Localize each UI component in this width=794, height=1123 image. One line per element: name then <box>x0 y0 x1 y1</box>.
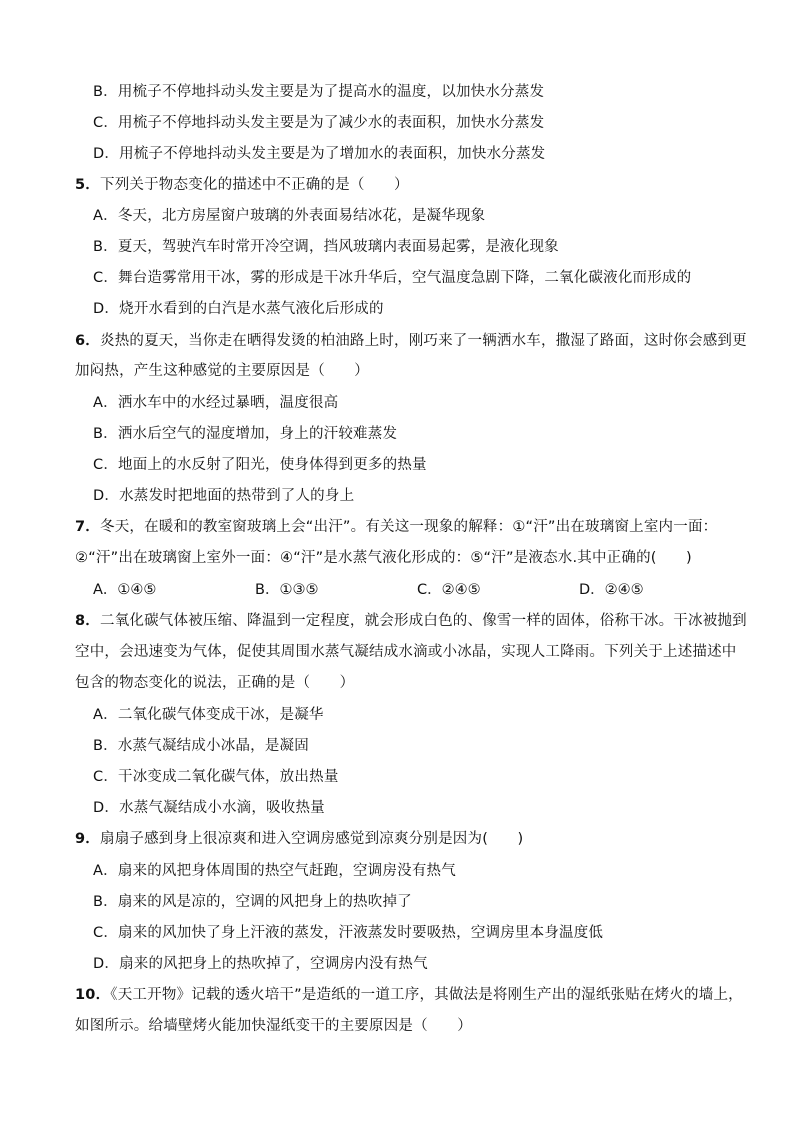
q7-option-c: C．②④⑤ <box>417 582 481 598</box>
question-9-stem: 扇扇子感到身上很凉爽和进入空调房感觉到凉爽分别是因为( ) <box>100 831 524 847</box>
q8-option-c: C．干冰变成二氧化碳气体，放出热量 <box>93 769 339 785</box>
question-6 <box>75 331 747 351</box>
q7-options-row <box>93 580 713 600</box>
q5-option-c: C．舞台造雾常用干冰，雾的形成是干冰升华后，空气温度急剧下降，二氧化碳液化而形成的 <box>93 270 692 286</box>
q5-option-a: A．冬天，北方房屋窗户玻璃的外表面易结冰花，是凝华现象 <box>93 208 486 224</box>
question-7-number: 7． <box>75 519 100 535</box>
q6-option-c: C．地面上的水反射了阳光，使身体得到更多的热量 <box>93 457 427 473</box>
q7-option-d: D．②④⑤ <box>579 582 644 598</box>
question-5 <box>75 175 409 195</box>
q9-option-b: B．扇来的风是凉的，空调的风把身上的热吹掉了 <box>93 894 412 910</box>
q5-option-d: D．烧开水看到的白汽是水蒸气液化后形成的 <box>93 301 384 317</box>
q4-option-c: C．用梳子不停地抖动头发主要是为了减少水的表面积，加快水分蒸发 <box>93 115 545 131</box>
q9-option-a: A．扇来的风把身体周围的热空气赶跑，空调房没有热气 <box>93 863 456 879</box>
q9-option-d: D．扇来的风把身上的热吹掉了，空调房内没有热气 <box>93 956 428 972</box>
question-10 <box>75 985 743 1005</box>
question-8-stem-line3: 包含的物态变化的说法，正确的是（ ） <box>75 675 355 691</box>
question-8 <box>75 611 747 631</box>
question-8-number: 8． <box>75 613 100 629</box>
question-6-stem-line1: 炎热的夏天，当你走在晒得发烫的柏油路上时，刚巧来了一辆洒水车，撒湿了路面，这时你会感到更 <box>100 333 747 349</box>
question-9-number: 9． <box>75 831 100 847</box>
question-7-stem-line2: ②“汗”出在玻璃窗上室外一面：④“汗”是水蒸气液化形成的：⑤“汗”是液态水.其中正确的( ) <box>75 550 692 566</box>
question-6-number: 6． <box>75 333 100 349</box>
q6-option-a: A．洒水车中的水经过暴晒，温度很高 <box>93 395 339 411</box>
q7-option-a: A．①④⑤ <box>93 582 157 598</box>
question-10-stem-line2: 如图所示。给墙壁烤火能加快湿纸变干的主要原因是（ ） <box>75 1018 472 1034</box>
question-5-number: 5． <box>75 177 100 193</box>
question-6-stem-line2: 加闷热，产生这种感觉的主要原因是（ ） <box>75 363 369 379</box>
question-8-stem-line2: 空中，会迅速变为气体，促使其周围水蒸气凝结成水滴或小冰晶，实现人工降雨。下列关于上述描述中 <box>75 644 737 660</box>
q6-option-d: D．水蒸发时把地面的热带到了人的身上 <box>93 488 355 504</box>
question-10-stem-line1: 《天工开物》记载的透火培干”是造纸的一道工序，其做法是将刚生产出的湿纸张贴在烤火的墙上， <box>110 987 743 1003</box>
q9-option-c: C．扇来的风加快了身上汗液的蒸发，汗液蒸发时要吸热，空调房里本身温度低 <box>93 925 604 941</box>
question-8-stem-line1: 二氧化碳气体被压缩、降温到一定程度，就会形成白色的、像雪一样的固体，俗称干冰。干冰被抛到 <box>100 613 747 629</box>
q8-option-a: A．二氧化碳气体变成干冰，是凝华 <box>93 707 324 723</box>
q6-option-b: B．洒水后空气的湿度增加，身上的汗较难蒸发 <box>93 426 398 442</box>
question-10-number: 10． <box>75 987 111 1003</box>
question-5-stem: 下列关于物态变化的描述中不正确的是（ ） <box>100 177 409 193</box>
question-7 <box>75 517 717 537</box>
q8-option-b: B．水蒸气凝结成小冰晶，是凝固 <box>93 738 309 754</box>
q5-option-b: B．夏天，驾驶汽车时常开冷空调，挡风玻璃内表面易起雾，是液化现象 <box>93 239 559 255</box>
question-9 <box>75 829 523 849</box>
q8-option-d: D．水蒸气凝结成小水滴，吸收热量 <box>93 800 325 816</box>
q4-option-b: B．用梳子不停地抖动头发主要是为了提高水的温度，以加快水分蒸发 <box>93 84 545 100</box>
q4-option-d: D．用梳子不停地抖动头发主要是为了增加水的表面积，加快水分蒸发 <box>93 146 546 162</box>
q7-option-b: B．①③⑤ <box>255 582 319 598</box>
question-7-stem-line1: 冬天，在暖和的教室窗玻璃上会“出汗”。有关这一现象的解释：①“汗”出在玻璃窗上室内一面： <box>100 519 718 535</box>
